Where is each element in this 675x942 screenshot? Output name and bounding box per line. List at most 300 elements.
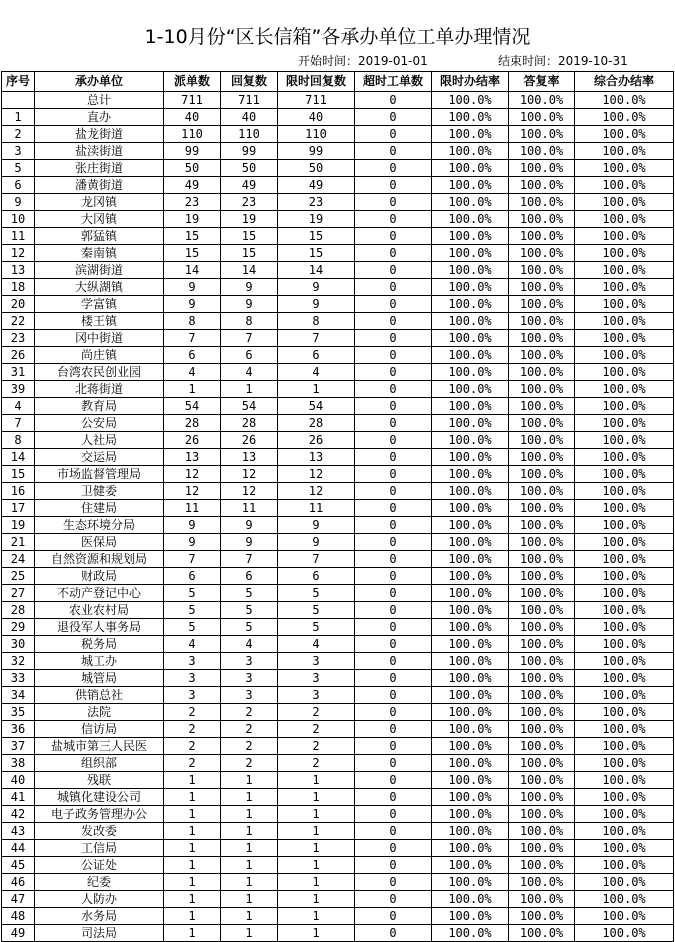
cell-dispatched: 13: [164, 449, 221, 466]
cell-overall-rate: 100.0%: [575, 806, 674, 823]
end-date: 结束时间：2019-10-31: [498, 54, 628, 68]
cell-overdue: 0: [355, 619, 432, 636]
cell-seq: 17: [2, 500, 35, 517]
cell-ontime-rate: 100.0%: [432, 704, 509, 721]
table-row: [2, 840, 674, 857]
cell-reply-rate: 100.0%: [509, 687, 575, 704]
work-order-table: [1, 71, 674, 942]
cell-ontime-replied: 5: [278, 602, 355, 619]
cell-overall-rate: 100.0%: [575, 126, 674, 143]
cell-ontime-rate: 100.0%: [432, 177, 509, 194]
cell-unit: 组织部: [35, 755, 164, 772]
cell-ontime-rate: 100.0%: [432, 840, 509, 857]
cell-dispatched: 12: [164, 483, 221, 500]
cell-dispatched: 40: [164, 109, 221, 126]
cell-replied: 9: [221, 517, 278, 534]
cell-dispatched: 50: [164, 160, 221, 177]
cell-replied: 12: [221, 483, 278, 500]
table-row: [2, 874, 674, 891]
cell-overall-rate: 100.0%: [575, 500, 674, 517]
cell-dispatched: 3: [164, 670, 221, 687]
cell-seq: 7: [2, 415, 35, 432]
cell-ontime-replied: 1: [278, 381, 355, 398]
cell-overdue: 0: [355, 381, 432, 398]
table-row: [2, 126, 674, 143]
table-row: [2, 585, 674, 602]
cell-unit: 信访局: [35, 721, 164, 738]
cell-ontime-rate: 100.0%: [432, 619, 509, 636]
cell-overall-rate: 100.0%: [575, 296, 674, 313]
cell-seq: 26: [2, 347, 35, 364]
table-row: [2, 432, 674, 449]
cell-reply-rate: 100.0%: [509, 211, 575, 228]
cell-replied: 1: [221, 925, 278, 942]
cell-unit: 直办: [35, 109, 164, 126]
cell-replied: 54: [221, 398, 278, 415]
cell-ontime-rate: 100.0%: [432, 347, 509, 364]
cell-ontime-rate: 100.0%: [432, 381, 509, 398]
cell-ontime-rate: 100.0%: [432, 160, 509, 177]
cell-overall-rate: 100.0%: [575, 687, 674, 704]
cell-unit: 城镇化建设公司: [35, 789, 164, 806]
cell-ontime-replied: 1: [278, 874, 355, 891]
cell-overall-rate: 100.0%: [575, 891, 674, 908]
cell-seq: 20: [2, 296, 35, 313]
cell-ontime-replied: 6: [278, 347, 355, 364]
cell-overall-rate: 100.0%: [575, 330, 674, 347]
cell-dispatched: 3: [164, 653, 221, 670]
cell-ontime-rate: 100.0%: [432, 857, 509, 874]
cell-overdue: 0: [355, 704, 432, 721]
cell-reply-rate: 100.0%: [509, 551, 575, 568]
cell-overall-rate: 100.0%: [575, 874, 674, 891]
cell-seq: 32: [2, 653, 35, 670]
cell-replied: 11: [221, 500, 278, 517]
cell-unit: 潘黄街道: [35, 177, 164, 194]
table-row: [2, 449, 674, 466]
cell-dispatched: 110: [164, 126, 221, 143]
cell-ontime-rate: 100.0%: [432, 636, 509, 653]
cell-replied: 9: [221, 534, 278, 551]
cell-ontime-rate: 100.0%: [432, 313, 509, 330]
table-row: [2, 670, 674, 687]
cell-unit: 交运局: [35, 449, 164, 466]
cell-replied: 3: [221, 670, 278, 687]
cell-dispatched: 1: [164, 891, 221, 908]
page-title: 1-10月份“区长信箱”各承办单位工单办理情况: [144, 26, 531, 48]
cell-unit: 秦南镇: [35, 245, 164, 262]
cell-ontime-rate: 100.0%: [432, 466, 509, 483]
cell-ontime-rate: 100.0%: [432, 670, 509, 687]
table-row: [2, 789, 674, 806]
cell-seq: 31: [2, 364, 35, 381]
cell-overdue: 0: [355, 840, 432, 857]
cell-ontime-replied: 4: [278, 364, 355, 381]
cell-ontime-replied: 2: [278, 738, 355, 755]
cell-overdue: 0: [355, 823, 432, 840]
cell-reply-rate: 100.0%: [509, 568, 575, 585]
cell-dispatched: 9: [164, 296, 221, 313]
cell-ontime-rate: 100.0%: [432, 551, 509, 568]
cell-replied: 19: [221, 211, 278, 228]
cell-overdue: 0: [355, 313, 432, 330]
cell-overall-rate: 100.0%: [575, 398, 674, 415]
cell-ontime-rate: 100.0%: [432, 687, 509, 704]
cell-ontime-replied: 49: [278, 177, 355, 194]
cell-ontime-rate: 100.0%: [432, 908, 509, 925]
cell-seq: 41: [2, 789, 35, 806]
cell-overdue: 0: [355, 500, 432, 517]
cell-seq: 29: [2, 619, 35, 636]
cell-unit: 人防办: [35, 891, 164, 908]
cell-reply-rate: 100.0%: [509, 823, 575, 840]
header-reply-rate: 答复率: [509, 72, 575, 92]
cell-replied: 5: [221, 585, 278, 602]
cell-ontime-rate: 100.0%: [432, 874, 509, 891]
cell-dispatched: 15: [164, 228, 221, 245]
cell-ontime-replied: 15: [278, 245, 355, 262]
header-unit: 承办单位: [35, 72, 164, 92]
cell-seq: 43: [2, 823, 35, 840]
cell-reply-rate: 100.0%: [509, 398, 575, 415]
cell-ontime-replied: 50: [278, 160, 355, 177]
cell-overdue: 0: [355, 517, 432, 534]
cell-ontime-rate: 100.0%: [432, 789, 509, 806]
table-row: [2, 262, 674, 279]
cell-overdue: 0: [355, 602, 432, 619]
cell-ontime-replied: 9: [278, 296, 355, 313]
cell-dispatched: 7: [164, 330, 221, 347]
cell-dispatched: 15: [164, 245, 221, 262]
table-row: [2, 398, 674, 415]
header-overall-rate: 综合办结率: [575, 72, 674, 92]
cell-overdue: 0: [355, 279, 432, 296]
table-row: [2, 364, 674, 381]
header-dispatched: 派单数: [164, 72, 221, 92]
cell-ontime-replied: 40: [278, 109, 355, 126]
cell-unit: 人社局: [35, 432, 164, 449]
cell-dispatched: 1: [164, 925, 221, 942]
table-row: [2, 143, 674, 160]
cell-overall-rate: 100.0%: [575, 194, 674, 211]
cell-replied: 4: [221, 364, 278, 381]
cell-unit: 纪委: [35, 874, 164, 891]
table-row: [2, 653, 674, 670]
cell-ontime-replied: 54: [278, 398, 355, 415]
cell-ontime-rate: 100.0%: [432, 823, 509, 840]
table-row: [2, 568, 674, 585]
cell-overall-rate: 100.0%: [575, 568, 674, 585]
cell-overdue: 0: [355, 194, 432, 211]
cell-replied: 8: [221, 313, 278, 330]
cell-seq: 16: [2, 483, 35, 500]
cell-unit: 城管局: [35, 670, 164, 687]
cell-ontime-rate: 100.0%: [432, 517, 509, 534]
cell-dispatched: 1: [164, 823, 221, 840]
cell-overdue: 0: [355, 908, 432, 925]
cell-dispatched: 23: [164, 194, 221, 211]
cell-overall-rate: 100.0%: [575, 908, 674, 925]
cell-dispatched: 11: [164, 500, 221, 517]
table-row: [2, 806, 674, 823]
header-ontime-replied: 限时回复数: [278, 72, 355, 92]
table-row: [2, 381, 674, 398]
cell-dispatched: 26: [164, 432, 221, 449]
cell-replied: 3: [221, 687, 278, 704]
cell-overdue: 0: [355, 551, 432, 568]
cell-ontime-rate: 100.0%: [432, 806, 509, 823]
cell-ontime-rate: 100.0%: [432, 194, 509, 211]
cell-reply-rate: 100.0%: [509, 585, 575, 602]
cell-overall-rate: 100.0%: [575, 347, 674, 364]
cell-dispatched: 12: [164, 466, 221, 483]
table-row: [2, 500, 674, 517]
cell-unit: 盐渎街道: [35, 143, 164, 160]
cell-reply-rate: 100.0%: [509, 160, 575, 177]
cell-dispatched: 5: [164, 602, 221, 619]
cell-overdue: 0: [355, 755, 432, 772]
cell-ontime-replied: 3: [278, 670, 355, 687]
cell-reply-rate: 100.0%: [509, 772, 575, 789]
cell-unit: 自然资源和规划局: [35, 551, 164, 568]
cell-seq: 27: [2, 585, 35, 602]
cell-seq: 40: [2, 772, 35, 789]
cell-ontime-replied: 19: [278, 211, 355, 228]
table-row: [2, 313, 674, 330]
cell-dispatched: 1: [164, 874, 221, 891]
cell-seq: 14: [2, 449, 35, 466]
cell-overdue: 0: [355, 721, 432, 738]
cell-reply-rate: 100.0%: [509, 381, 575, 398]
cell-seq: 10: [2, 211, 35, 228]
cell-replied: 3: [221, 653, 278, 670]
cell-dispatched: 2: [164, 721, 221, 738]
cell-overdue: 0: [355, 483, 432, 500]
cell-seq: 19: [2, 517, 35, 534]
cell-overdue: 0: [355, 347, 432, 364]
cell-reply-rate: 100.0%: [509, 296, 575, 313]
cell-ontime-replied: 99: [278, 143, 355, 160]
cell-replied: 7: [221, 330, 278, 347]
cell-overdue: 0: [355, 738, 432, 755]
cell-unit: 学富镇: [35, 296, 164, 313]
cell-seq: 37: [2, 738, 35, 755]
table-row: [2, 738, 674, 755]
cell-ontime-rate: 100.0%: [432, 483, 509, 500]
cell-overdue: 0: [355, 449, 432, 466]
cell-seq: 22: [2, 313, 35, 330]
cell-reply-rate: 100.0%: [509, 126, 575, 143]
cell-dispatched: 1: [164, 840, 221, 857]
cell-ontime-rate: 100.0%: [432, 534, 509, 551]
cell-overdue: 0: [355, 772, 432, 789]
cell-overall-rate: 100.0%: [575, 109, 674, 126]
cell-overdue: 0: [355, 143, 432, 160]
cell-ontime-rate: 100.0%: [432, 755, 509, 772]
cell-unit: 北蒋街道: [35, 381, 164, 398]
header-seq: 序号: [2, 72, 35, 92]
cell-ontime-rate: 100.0%: [432, 143, 509, 160]
cell-seq: 5: [2, 160, 35, 177]
cell-replied: 1: [221, 823, 278, 840]
cell-reply-rate: 100.0%: [509, 891, 575, 908]
cell-unit: 大纵湖镇: [35, 279, 164, 296]
cell-ontime-replied: 2: [278, 704, 355, 721]
cell-replied: 5: [221, 619, 278, 636]
cell-reply-rate: 100.0%: [509, 534, 575, 551]
table-row: [2, 772, 674, 789]
cell-reply-rate: 100.0%: [509, 92, 575, 109]
cell-dispatched: 3: [164, 687, 221, 704]
table-row: [2, 755, 674, 772]
cell-reply-rate: 100.0%: [509, 755, 575, 772]
cell-unit: 电子政务管理办公: [35, 806, 164, 823]
cell-ontime-replied: 1: [278, 908, 355, 925]
cell-replied: 6: [221, 568, 278, 585]
table-row: [2, 194, 674, 211]
cell-unit: 大冈镇: [35, 211, 164, 228]
cell-seq: 35: [2, 704, 35, 721]
cell-replied: 2: [221, 704, 278, 721]
cell-replied: 2: [221, 755, 278, 772]
cell-unit: 农业农村局: [35, 602, 164, 619]
cell-ontime-replied: 11: [278, 500, 355, 517]
cell-ontime-replied: 3: [278, 653, 355, 670]
cell-ontime-replied: 110: [278, 126, 355, 143]
table-row: [2, 534, 674, 551]
cell-ontime-rate: 100.0%: [432, 211, 509, 228]
table-row: [2, 687, 674, 704]
cell-dispatched: 7: [164, 551, 221, 568]
cell-overall-rate: 100.0%: [575, 772, 674, 789]
cell-reply-rate: 100.0%: [509, 517, 575, 534]
cell-ontime-replied: 1: [278, 823, 355, 840]
cell-reply-rate: 100.0%: [509, 245, 575, 262]
cell-unit: 市场监督管理局: [35, 466, 164, 483]
cell-unit: 盐龙街道: [35, 126, 164, 143]
cell-overdue: 0: [355, 789, 432, 806]
cell-ontime-rate: 100.0%: [432, 262, 509, 279]
cell-dispatched: 9: [164, 534, 221, 551]
cell-dispatched: 8: [164, 313, 221, 330]
cell-unit: 不动产登记中心: [35, 585, 164, 602]
cell-dispatched: 5: [164, 585, 221, 602]
table-row: [2, 823, 674, 840]
cell-overdue: 0: [355, 296, 432, 313]
table-row: [2, 466, 674, 483]
cell-unit: 城工办: [35, 653, 164, 670]
cell-ontime-rate: 100.0%: [432, 279, 509, 296]
cell-overdue: 0: [355, 228, 432, 245]
cell-dispatched: 2: [164, 704, 221, 721]
cell-seq: 18: [2, 279, 35, 296]
cell-overall-rate: 100.0%: [575, 211, 674, 228]
cell-overall-rate: 100.0%: [575, 585, 674, 602]
cell-replied: 4: [221, 636, 278, 653]
cell-overall-rate: 100.0%: [575, 738, 674, 755]
cell-overall-rate: 100.0%: [575, 449, 674, 466]
cell-overdue: 0: [355, 874, 432, 891]
cell-reply-rate: 100.0%: [509, 653, 575, 670]
cell-replied: 1: [221, 874, 278, 891]
cell-unit: 卫健委: [35, 483, 164, 500]
cell-replied: 1: [221, 857, 278, 874]
cell-replied: 13: [221, 449, 278, 466]
cell-dispatched: 2: [164, 755, 221, 772]
table-row: [2, 721, 674, 738]
cell-dispatched: 28: [164, 415, 221, 432]
cell-dispatched: 1: [164, 908, 221, 925]
cell-ontime-replied: 6: [278, 568, 355, 585]
cell-overall-rate: 100.0%: [575, 619, 674, 636]
table-row: [2, 177, 674, 194]
cell-overdue: 0: [355, 211, 432, 228]
table-row: [2, 619, 674, 636]
cell-reply-rate: 100.0%: [509, 262, 575, 279]
cell-ontime-replied: 9: [278, 279, 355, 296]
cell-replied: 110: [221, 126, 278, 143]
cell-unit: 医保局: [35, 534, 164, 551]
cell-ontime-rate: 100.0%: [432, 92, 509, 109]
cell-overdue: 0: [355, 415, 432, 432]
cell-overall-rate: 100.0%: [575, 92, 674, 109]
header-overdue: 超时工单数: [355, 72, 432, 92]
cell-reply-rate: 100.0%: [509, 415, 575, 432]
cell-overall-rate: 100.0%: [575, 551, 674, 568]
cell-replied: 1: [221, 840, 278, 857]
cell-overdue: 0: [355, 177, 432, 194]
table-body: [2, 92, 674, 942]
cell-unit: 工信局: [35, 840, 164, 857]
cell-reply-rate: 100.0%: [509, 908, 575, 925]
cell-overall-rate: 100.0%: [575, 857, 674, 874]
cell-overdue: 0: [355, 398, 432, 415]
cell-unit: 张庄街道: [35, 160, 164, 177]
cell-ontime-replied: 3: [278, 687, 355, 704]
cell-seq: [2, 92, 35, 109]
cell-dispatched: 1: [164, 857, 221, 874]
cell-dispatched: 6: [164, 347, 221, 364]
cell-seq: 15: [2, 466, 35, 483]
cell-ontime-replied: 2: [278, 721, 355, 738]
cell-ontime-rate: 100.0%: [432, 602, 509, 619]
cell-ontime-rate: 100.0%: [432, 415, 509, 432]
cell-unit: 总计: [35, 92, 164, 109]
cell-unit: 郭猛镇: [35, 228, 164, 245]
table-row: [2, 908, 674, 925]
cell-ontime-replied: 4: [278, 636, 355, 653]
header-replied: 回复数: [221, 72, 278, 92]
cell-ontime-replied: 9: [278, 534, 355, 551]
cell-reply-rate: 100.0%: [509, 143, 575, 160]
cell-overdue: 0: [355, 653, 432, 670]
cell-ontime-rate: 100.0%: [432, 330, 509, 347]
cell-unit: 生态环境分局: [35, 517, 164, 534]
cell-unit: 台湾农民创业园: [35, 364, 164, 381]
table-row: [2, 296, 674, 313]
cell-seq: 13: [2, 262, 35, 279]
table-row: [2, 330, 674, 347]
cell-seq: 2: [2, 126, 35, 143]
cell-overdue: 0: [355, 636, 432, 653]
cell-ontime-rate: 100.0%: [432, 738, 509, 755]
cell-unit: 财政局: [35, 568, 164, 585]
cell-overall-rate: 100.0%: [575, 755, 674, 772]
cell-overdue: 0: [355, 585, 432, 602]
cell-overdue: 0: [355, 568, 432, 585]
cell-ontime-replied: 7: [278, 551, 355, 568]
cell-seq: 34: [2, 687, 35, 704]
